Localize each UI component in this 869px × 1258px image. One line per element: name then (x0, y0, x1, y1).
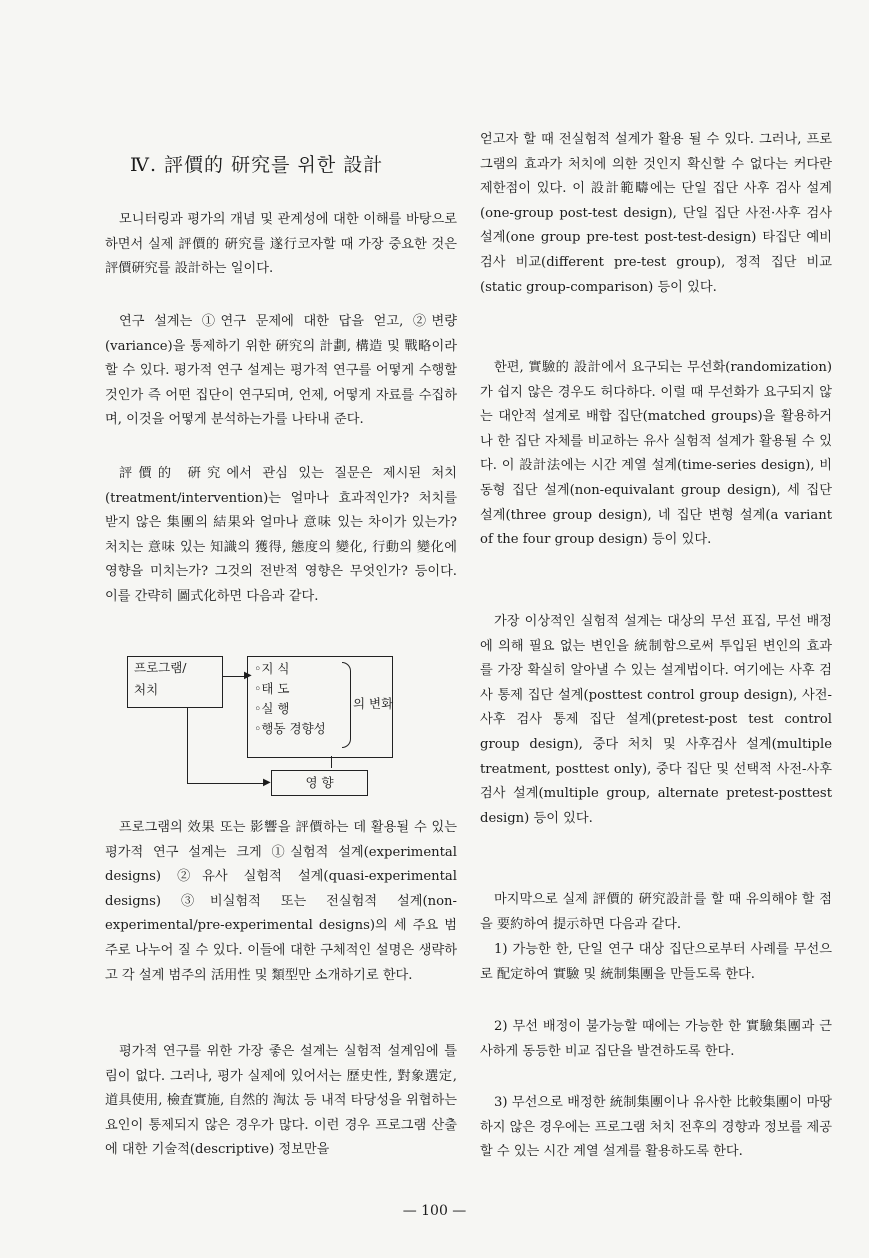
page-number: — 100 — (402, 1203, 467, 1219)
left-paragraph-4: 프로그램의 效果 또는 影響을 評價하는 데 활용될 수 있는 평가적 연구 설계는 크게 ①실험적 설계(experimental designs) ②유사 실험적 설계(quasi-experimental designs) ③비실험적 또는 전실험적 설계(non-experimental/pre-experimental designs)의 세 주요 범주로 나누어 질 수 있다. 이들에 대한 구체적인 설명은 생략하고 각 설계 범주의 活用性 및 類型만 소개하기로 한다. (105, 820, 457, 983)
left-paragraph-2: 연구 설계는 ①연구 문제에 대한 답을 얻고, ②변량(variance)을 통제하기 위한 硏究의 計劃, 構造 및 戰略이라 할 수 있다. 평가적 연구 설계는 평가적 연구를 어떻게 수행할 것인가 즉 어떤 집단이 연구되며, 언제, 어떻게 자료를 수집하며, 이것을 어떻게 분석하는가를 나타내 준다. (105, 314, 457, 428)
program-effect-diagram (127, 656, 394, 796)
line-left-vertical (187, 707, 188, 783)
outcome-attitude: ◦태 도 (254, 681, 290, 696)
left-paragraph-3: 評價的 硏究에서 관심 있는 질문은 제시된 처치(treatment/intervention)는 얼마나 효과적인가? 처치를 받지 않은 集團의 結果와 얼마나 意味 있는 차이가 있는가? 처치는 意味 있는 知識의 獲得, 態度의 變化, 行動의 變化에 영향을 미치는가? 그것의 전반적 영향은 무엇인가? 등이다. 이를 간략히 圖式化하면 다음과 같다. (105, 466, 457, 604)
left-paragraph-5: 평가적 연구를 위한 가장 좋은 설계는 실험적 설계임에 틀림이 없다. 그러나, 평가 실제에 있어서는 歷史性, 對象選定, 道具使用, 檢査實施, 自然的 淘汰 등 내적 타당성을 위협하는 요인이 통제되지 않은 경우가 많다. 이런 경우 프로그램 산출에 대한 기술적(descriptive) 정보만을 (105, 1044, 457, 1158)
left-paragraph-1: 모니터링과 평가의 개념 및 관계성에 대한 이해를 바탕으로 하면서 실제 評價的 硏究를 遂行코자할 때 가장 중요한 것은 評價硏究를 設計하는 일이다. (105, 212, 457, 277)
program-treatment-box (127, 656, 223, 708)
impact-box (271, 770, 368, 796)
line-down-to-impact (331, 756, 332, 768)
right-paragraph-4: 마지막으로 실제 評價的 硏究設計를 할 때 유의해야 할 점을 要約하여 提示하면 다음과 같다. (480, 892, 832, 932)
arrow-to-outcomes (222, 676, 246, 677)
arrow-head-outcomes: ▶ (244, 670, 252, 681)
impact-label: 영 향 (305, 775, 334, 790)
right-list-item-3: 3) 무선으로 배정한 統制集團이나 유사한 比較集團이 마땅하지 않은 경우에는 프로그램 처치 전후의 경향과 정보를 제공할 수 있는 시간 계열 설계를 활용하도록 한다. (480, 1095, 833, 1160)
outcome-knowledge: ◦지 식 (254, 661, 290, 676)
right-list-item-2: 2) 무선 배정이 불가능할 때에는 가능한 한 實驗集團과 근사하게 동등한 비교 집단을 발견하도록 한다. (480, 1019, 832, 1059)
arrow-head-impact: ▶ (263, 777, 271, 788)
program-label: 프로그램/ (134, 660, 187, 675)
right-paragraph-1: 얻고자 할 때 전실험적 설계가 활용 될 수 있다. 그러나, 프로그램의 효과가 처치에 의한 것인지 확신할 수 없다는 커다란 제한점이 있다. 이 設計範疇에는 단일 집단 사후 검사 설계(one-group post-test design), 단일 집단 사전·사후 검사 설계(one group pre-test post-test-design) 타집단 예비 검사 비교(different pre-test group), 정적 집단 비교(static group-comparison) 등이 있다. (480, 132, 832, 295)
change-label: 의 변화 (353, 696, 394, 711)
right-list-item-1: 1) 가능한 한, 단일 연구 대상 집단으로부터 사례를 무선으로 配定하여 實驗 및 統制集團을 만들도록 한다. (480, 942, 832, 982)
outcome-behavior-tendency: ◦행동 경향성 (254, 721, 326, 736)
section-heading: Ⅳ. 評價的 研究를 위한 設計 (130, 154, 384, 176)
outcome-practice: ◦실 행 (254, 701, 290, 716)
line-bottom-horizontal (187, 783, 267, 784)
right-paragraph-2: 한편, 實驗的 設計에서 요구되는 무선화(randomization)가 쉽지 않은 경우도 허다하다. 이럴 때 무선화가 요구되지 않는 대안적 설계로 배합 집단(matched groups)을 활용하거나 한 집단 자체를 비교하는 유사 실험적 설계가 활용될 수 있다. 이 設計法에는 시간 계열 설계(time-series design), 비동형 집단 설계(non-equivalant group design), 세 집단 설계(three group design), 네 집단 변형 설계(a variant of the four group design) 등이 있다. (480, 360, 832, 548)
outcomes-brace (342, 662, 351, 748)
right-paragraph-3: 가장 이상적인 실험적 설계는 대상의 무선 표집, 무선 배정에 의해 필요 없는 변인을 統制함으로써 투입된 변인의 효과를 가장 확실히 알아낼 수 있는 설계법이다. 여기에는 사후 검사 통제 집단 설계(posttest control group design), 사전-사후 검사 통제 집단 설계(pretest-post test control group design), 중다 처치 및 사후검사 설계(multiple treatment, posttest only), 중다 집단 및 선택적 사전-사후 검사 설계(multiple group, alternate pretest-posttest design) 등이 있다. (480, 614, 832, 826)
treatment-label: 처치 (134, 682, 159, 697)
